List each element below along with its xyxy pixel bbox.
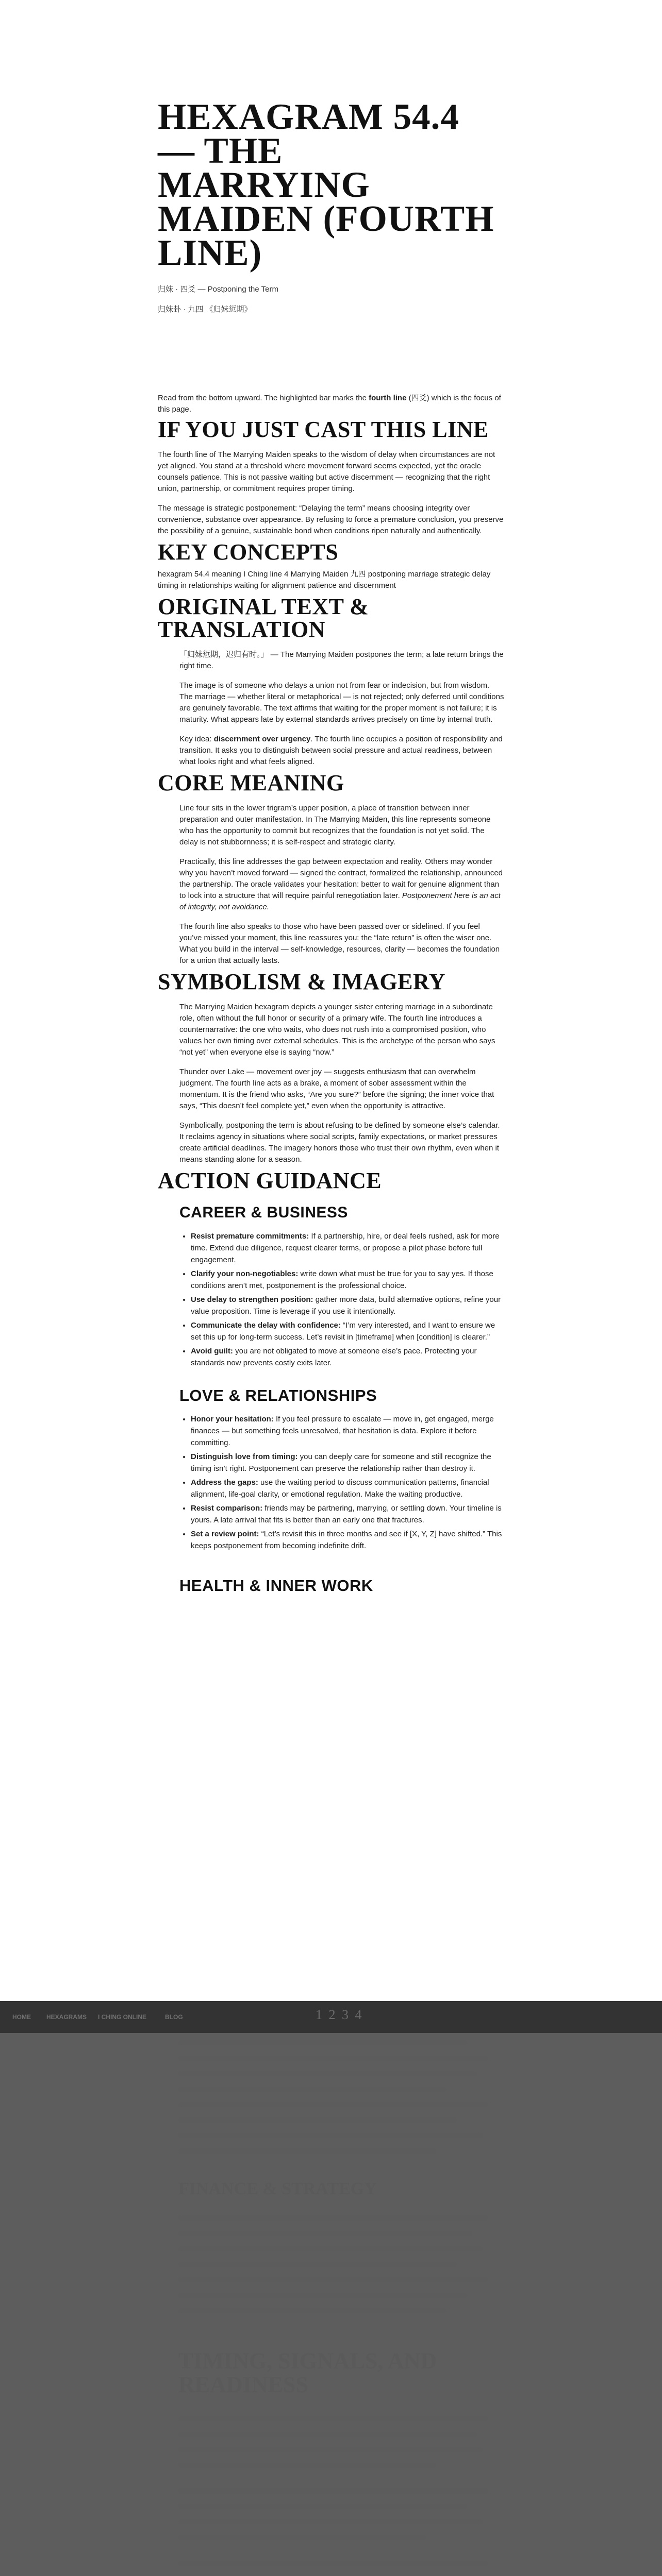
list-item: • Use delay to strengthen position: gather more data, build alternative options, refine your value proposition. Time is leverage if you use it intentionally. [191, 1294, 504, 1317]
list-item: • Resist comparison: friends may be partnering, marrying, or settling down. Your timeline is yours. A late arrival that fits is better than an early one that fractures. [191, 1502, 504, 1526]
nav-item: HOME [12, 2013, 31, 2021]
paragraph: Key idea: discernment over urgency. The fourth line occupies a position of responsibility and transition. It asks you to distinguish between social pressure and actual readiness, between what looks right and what feels aligned. [179, 735, 503, 766]
list-item: • Distinguish love from timing: you can deeply care for someone and still recognize the timing isn’t right. Postponement can preserve the relationship rather than destroy it. [191, 1451, 504, 1475]
page-subtitle-chinese: 归妹卦 · 九四 《归妹愆期》 [158, 305, 252, 314]
blurred-heading-finance: FINANCE & STRATEGY [178, 2179, 377, 2198]
blurred-text [178, 2246, 483, 2251]
blurred-text [178, 2277, 488, 2282]
blurred-text [178, 2535, 426, 2540]
section-heading-key-concepts: KEY CONCEPTS [158, 539, 339, 565]
subheading-health: HEALTH & INNER WORK [179, 1577, 373, 1595]
blurred-text [178, 2215, 488, 2221]
paragraph: The Marrying Maiden hexagram depicts a younger sister entering marriage in a subordinate role, often without the full honor or security of a primary wife. The fourth line introduces a counternarrative: the one who waits, who does not rush into a compromised position, who values her own timing over external schedules. This is the archetype of the person who says “not yet” when everyone else is saying “now.” [179, 1003, 495, 1057]
blurred-text [178, 2293, 467, 2298]
blurred-text [178, 2087, 446, 2092]
blurred-text [178, 2561, 488, 2566]
section-heading-core-meaning: CORE MEANING [158, 770, 344, 795]
blurred-heading-timing: TIMING, SIGNALS, AND READINESS [178, 2348, 437, 2397]
blurred-text [178, 2504, 467, 2509]
article [158, 0, 504, 1595]
page-title: HEXAGRAM 54.4 — THE MARRYING MAIDEN (FOURTH LINE) [158, 97, 494, 273]
blurred-text [178, 2133, 483, 2138]
nav-item: BLOG [165, 2013, 183, 2021]
list-item: • Set a review point: “Let’s revisit this in three months and see if [X, Y, Z] have shifted.” This keeps postponement from becoming indefinite drift. [191, 1528, 504, 1552]
blurred-text [178, 2040, 467, 2045]
section-heading-action: ACTION GUIDANCE [158, 1168, 382, 1193]
paragraph: Thunder over Lake — movement over joy — suggests enthusiasm that can overwhelm judgment. The fourth line acts as a brake, a moment of sober assessment within the momentum. It is the friend who asks, “Are you sure?” before the signing; the inner voice that says, “This doesn’t feel complete yet,” even when the opportunity is attractive. [179, 1067, 494, 1110]
nav-item: I CHING ONLINE [98, 2013, 147, 2021]
blurred-text [178, 2488, 488, 2494]
blurred-text [178, 2308, 446, 2313]
love-list [158, 1413, 504, 1552]
paragraph: The fourth line also speaks to those who have been passed over or sidelined. If you feel you’ve missed your moment, this line reassures you: the “late return” is often the wiser one. What you build in the interval — self-knowledge, resources, clarity — becomes the foundation for a union that actually lasts. [179, 922, 500, 965]
blurred-text [178, 2071, 477, 2076]
blurred-text [178, 2102, 488, 2107]
section-heading-cast: IF YOU JUST CAST THIS LINE [158, 417, 489, 442]
list-item: • Resist premature commitments: If a partnership, hire, or deal feels rushed, ask for more time. Extend due diligence, request clearer terms, or propose a pilot phase before full engagement. [191, 1230, 504, 1266]
list-item: • Avoid guilt: you are not obligated to move at someone else’s pace. Protecting your standards now prevents costly exits later. [191, 1345, 504, 1369]
paragraph: The image is of someone who delays a union not from fear or indecision, but from wisdom. The marriage — whether literal or metaphorical — is not rejected; only deferred until conditions are genuinely favorable. The text affirms that waiting for the proper moment is not failure; it is maturity. What appears late by external standards arrives precisely on time by internal truth. [179, 681, 504, 724]
original-quote: 「归妹愆期，迟归有时。」 — The Marrying Maiden postpones the term; a late return brings the right time. [179, 650, 504, 670]
nav-item: HEXAGRAMS [46, 2013, 87, 2021]
blurred-text [178, 2117, 457, 2123]
paragraph: The message is strategic postponement: “Delaying the term” means choosing integrity over convenience, substance over appearance. By refusing to force a premature conclusion, you preserve the possibility of a genuine, sustainable bond when conditions ripen naturally and authentically. [158, 504, 504, 535]
list-item: • Communicate the delay with confidence: “I’m very interested, and I want to ensure we set this up for long-term success. Let’s revisit in [timeframe] when [condition] is clearer.” [191, 1319, 504, 1343]
blurred-text [178, 2231, 472, 2236]
keywords-line: hexagram 54.4 meaning I Ching line 4 Marrying Maiden 九四 postponing marriage strategic delay timing in relationships waiting for alignment patience and discernment [158, 570, 491, 590]
blurred-text [178, 2463, 436, 2468]
blurred-text [178, 2519, 483, 2524]
section-heading-symbolism: SYMBOLISM & IMAGERY [158, 969, 445, 994]
blurred-text [178, 2148, 436, 2154]
page-subtitle: 归妹 · 四爻 — Postponing the Term [158, 285, 278, 294]
blurred-text [178, 2262, 457, 2267]
site-logo-blurred: 1 2 3 4 [316, 2007, 363, 2022]
paragraph: Line four sits in the lower trigram’s upper position, a place of transition between inner preparation and outer manifestation. In The Marrying Maiden, this line represents someone who has the opportunity to commit but recognizes that the foundation is not yet solid. The delay is not stubbornness; it is self-respect and strategic clarity. [179, 804, 491, 846]
blurred-text [178, 2056, 488, 2061]
paragraph: Symbolically, postponing the term is about refusing to be defined by someone else’s calendar. It reclaims agency in situations where social scripts, family expectations, or market pressures create artificial deadlines. The imagery honors those who trust their own rhythm, even when it means standing alone for a season. [179, 1121, 500, 1164]
career-list [158, 1230, 504, 1369]
subheading-love: LOVE & RELATIONSHIPS [179, 1386, 377, 1404]
blurred-text [178, 2416, 488, 2421]
list-item: • Honor your hesitation: If you feel pressure to escalate — move in, get engaged, merge finances — but something feels unresolved, that hesitation is data. Explore it before committing. [191, 1413, 504, 1449]
subheading-career: CAREER & BUSINESS [179, 1204, 348, 1221]
list-item: • Address the gaps: use the waiting period to discuss communication patterns, financial alignment, life-goal clarity, or emotional regulation. Make the waiting productive. [191, 1477, 504, 1500]
blurred-text [178, 2432, 477, 2437]
list-item: • Clarify your non-negotiables: write down what must be true for you to say yes. If those conditions aren’t met, postponement is the professional choice. [191, 1268, 504, 1292]
paragraph: The fourth line of The Marrying Maiden speaks to the wisdom of delay when circumstances are not yet aligned. You stand at a threshold where movement forward seems expected, yet the oracle counsels patience. This is not passive waiting but active discernment — recognizing that the right union, partnership, or commitment requires proper timing. [158, 450, 495, 493]
blurred-text [178, 2447, 483, 2452]
intro-text: Read from the bottom upward. The highlighted bar marks the fourth line (四爻) which is the focus of this page. [158, 394, 501, 414]
section-heading-original: ORIGINAL TEXT & TRANSLATION [158, 594, 369, 642]
paragraph: Practically, this line addresses the gap between expectation and reality. Others may wonder why you haven’t moved forward — signed the contract, formalized the relationship, announced the partnership. The oracle validates your hesitation: better to wait for genuine alignment than to lock into a structure that will require painful renegotiation later. Postponement here is an act of integrity, not avoidance. [179, 857, 503, 911]
